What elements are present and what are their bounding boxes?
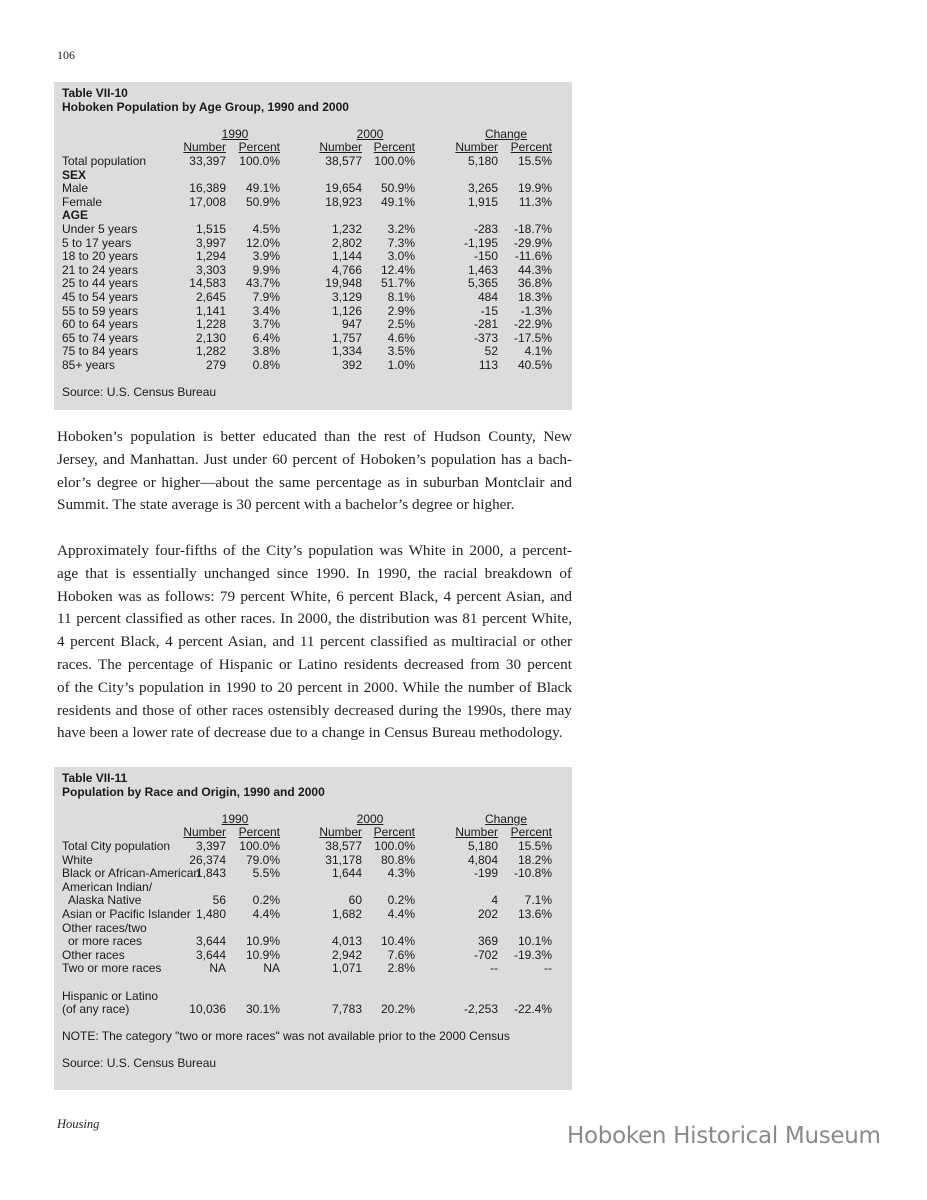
cell-value: 44.3%	[517, 262, 552, 277]
cell-value: 7.3%	[387, 235, 415, 250]
cell-value: 4.3%	[387, 866, 415, 881]
table-row	[54, 264, 572, 278]
cell-value: 15.5%	[517, 153, 552, 168]
table-row	[54, 277, 572, 291]
paragraph-line: races. The percentage of Hispanic or Latino residents decreased from 30 percent	[57, 655, 572, 673]
cell-value: 4.4%	[387, 906, 415, 921]
cell-value: -22.4%	[513, 1002, 552, 1017]
cell-value: 1,144	[331, 249, 362, 264]
year-header: 1990	[221, 126, 249, 141]
cell-value: 1,071	[331, 961, 362, 976]
table-row	[54, 990, 572, 1004]
table-row	[54, 962, 572, 976]
cell-value: 10.4%	[380, 934, 415, 949]
cell-value: 4.6%	[387, 330, 415, 345]
year-header-row	[54, 813, 572, 827]
table-row	[54, 908, 572, 922]
cell-value: 100.0%	[239, 153, 280, 168]
row-label: Total City population	[62, 838, 171, 853]
cell-value: 79.0%	[245, 852, 280, 867]
row-label: Source: U.S. Census Bureau	[62, 385, 217, 400]
blank-row	[54, 799, 572, 813]
row-label: Female	[62, 194, 103, 209]
cell-value: 16,389	[189, 181, 226, 196]
table-row	[54, 250, 572, 264]
table-row	[54, 881, 572, 895]
paragraph-line: Jersey, and Manhattan. Just under 60 percent of Hoboken’s population has a bach-	[57, 450, 572, 468]
paragraph-line: Approximately four-fifths of the City’s population was White in 2000, a percent-	[57, 542, 572, 559]
cell-value: 11.3%	[518, 194, 552, 209]
table-row	[54, 840, 572, 854]
cell-value: 3.5%	[387, 344, 415, 359]
cell-value: 1,228	[195, 317, 226, 332]
cell-value: 2,645	[195, 289, 226, 304]
column-header: Percent	[238, 140, 280, 155]
paragraph-line: 11 percent classified as other races. In 2000, the distribution was 81 percent White,	[57, 610, 572, 628]
table-row	[54, 867, 572, 881]
row-label: Other races	[62, 947, 125, 962]
table-title: Hoboken Population by Age Group, 1990 and 2000	[62, 99, 349, 114]
cell-value: 80.8%	[380, 852, 415, 867]
table-row	[54, 386, 572, 400]
cell-value: -19.3%	[513, 947, 552, 962]
paragraph-line: Hoboken’s population is better educated than the rest of Hudson County, New	[57, 428, 572, 445]
cell-value: 1,915	[467, 194, 498, 209]
cell-value: 1,757	[331, 330, 362, 345]
row-label: Hispanic or Latino	[62, 988, 159, 1003]
cell-value: 2,802	[331, 235, 362, 250]
column-header: Percent	[510, 825, 552, 840]
cell-value: NA	[209, 961, 226, 976]
cell-value: -2,253	[463, 1002, 498, 1017]
cell-value: --	[544, 961, 552, 976]
table-age-group	[54, 82, 572, 410]
cell-value: 1.0%	[387, 357, 415, 372]
blank-row	[54, 1044, 572, 1058]
row-label: 55 to 59 years	[62, 303, 139, 318]
cell-value: 3.7%	[252, 317, 280, 332]
row-label: 25 to 44 years	[62, 276, 139, 291]
cell-value: 3,644	[195, 947, 226, 962]
cell-value: 4	[491, 893, 498, 908]
table-row	[54, 935, 572, 949]
cell-value: 20.2%	[380, 1002, 415, 1017]
cell-value: 113	[478, 357, 498, 372]
cell-value: 3,129	[331, 289, 362, 304]
cell-value: 4,766	[331, 262, 362, 277]
paragraph-line: elor’s degree or higher—about the same percentage as in suburban Montclair and	[57, 473, 572, 491]
cell-value: 1,232	[331, 221, 362, 236]
cell-value: 8.1%	[387, 289, 415, 304]
cell-value: 947	[341, 317, 362, 332]
cell-value: 60	[348, 893, 362, 908]
year-header-row	[54, 128, 572, 142]
cell-value: -29.9%	[513, 235, 552, 250]
cell-value: 49.1%	[245, 181, 280, 196]
table-race-origin	[54, 767, 572, 1090]
table-row	[54, 291, 572, 305]
cell-value: 1,644	[331, 866, 362, 881]
table-row	[54, 155, 572, 169]
column-header-row	[54, 826, 572, 840]
column-header: Number	[183, 140, 226, 155]
cell-value: 279	[205, 357, 226, 372]
cell-value: 4.4%	[252, 906, 280, 921]
table-row	[54, 1030, 572, 1044]
cell-value: 3,265	[467, 181, 498, 196]
cell-value: 3.4%	[252, 303, 280, 318]
cell-value: 7.6%	[387, 947, 415, 962]
cell-value: 12.4%	[380, 262, 415, 277]
table-row	[54, 359, 572, 373]
table-row	[54, 223, 572, 237]
row-label: 85+ years	[62, 357, 116, 372]
cell-value: 10,036	[189, 1002, 226, 1017]
cell-value: 0.2%	[387, 893, 415, 908]
cell-value: 4,804	[467, 852, 498, 867]
cell-value: 2.5%	[387, 317, 415, 332]
blank-row	[54, 114, 572, 128]
table-row	[54, 182, 572, 196]
row-label: Black or African-American	[62, 866, 201, 881]
column-header: Percent	[373, 825, 415, 840]
cell-value: 3,303	[195, 262, 226, 277]
cell-value: 33,397	[189, 153, 226, 168]
table-row	[54, 1003, 572, 1017]
cell-value: 7,783	[331, 1002, 362, 1017]
column-header: Percent	[238, 825, 280, 840]
cell-value: 19,654	[325, 181, 362, 196]
year-header: 2000	[356, 126, 384, 141]
cell-value: 18.3%	[517, 289, 552, 304]
row-label: 60 to 64 years	[62, 317, 139, 332]
cell-value: 17,008	[189, 194, 226, 209]
cell-value: -283	[473, 221, 498, 236]
cell-value: 43.7%	[245, 276, 280, 291]
table-row	[54, 854, 572, 868]
column-header: Number	[319, 825, 362, 840]
table-row	[54, 894, 572, 908]
cell-value: 1,682	[331, 906, 362, 921]
cell-value: 1,480	[195, 906, 226, 921]
cell-value: 1,843	[195, 866, 226, 881]
column-header: Number	[455, 140, 498, 155]
cell-value: -199	[473, 866, 498, 881]
cell-value: 38,577	[325, 838, 362, 853]
cell-value: 3,397	[195, 838, 226, 853]
year-header: Change	[484, 126, 528, 141]
cell-value: 3.8%	[252, 344, 280, 359]
cell-value: 1,282	[195, 344, 226, 359]
table-row	[54, 318, 572, 332]
cell-value: 13.6%	[517, 906, 552, 921]
blank-row	[54, 372, 572, 386]
table-row	[54, 949, 572, 963]
cell-value: --	[490, 961, 498, 976]
cell-value: 26,374	[189, 852, 226, 867]
row-label: 45 to 54 years	[62, 289, 139, 304]
column-header: Percent	[510, 140, 552, 155]
cell-value: 6.4%	[252, 330, 280, 345]
cell-value: 3.2%	[387, 221, 415, 236]
paragraph-line: of the City’s population in 1990 to 20 percent in 2000. While the number of Black	[57, 678, 572, 696]
column-header: Number	[183, 825, 226, 840]
cell-value: 2,130	[195, 330, 226, 345]
cell-value: 50.9%	[380, 181, 415, 196]
cell-value: 0.2%	[252, 893, 280, 908]
cell-value: 19,948	[325, 276, 362, 291]
cell-value: 3,644	[195, 934, 226, 949]
table-row	[54, 196, 572, 210]
cell-value: 38,577	[325, 153, 362, 168]
cell-value: 4.1%	[524, 344, 552, 359]
column-header-row	[54, 141, 572, 155]
cell-value: 3.9%	[252, 249, 280, 264]
table-row	[54, 345, 572, 359]
row-label: or more races	[68, 934, 143, 949]
cell-value: -22.9%	[513, 317, 552, 332]
paragraph-line: Summit. The state average is 30 percent with a bachelor’s degree or higher.	[57, 496, 515, 514]
table-row	[54, 332, 572, 346]
paragraph-line: 4 percent Black, 4 percent Asian, and 11 percent classified as multiracial or other	[57, 633, 572, 651]
cell-value: -11.6%	[514, 249, 552, 264]
cell-value: 1,141	[195, 303, 226, 318]
row-label: Other races/two	[62, 920, 147, 935]
table-row	[54, 922, 572, 936]
cell-value: 30.1%	[245, 1002, 280, 1017]
year-header: 1990	[221, 811, 249, 826]
cell-value: 1,126	[331, 303, 362, 318]
cell-value: 0.8%	[252, 357, 280, 372]
paragraph-line: have been a lower rate of decrease due to a change in Census Bureau methodology.	[57, 724, 563, 742]
cell-value: 3,997	[195, 235, 226, 250]
cell-value: 4.5%	[252, 221, 280, 236]
cell-value: 40.5%	[517, 357, 552, 372]
column-header: Percent	[373, 140, 415, 155]
cell-value: 2.9%	[387, 303, 415, 318]
cell-value: 36.8%	[517, 276, 552, 291]
cell-value: 10.9%	[245, 947, 280, 962]
cell-value: 369	[477, 934, 498, 949]
row-label: 18 to 20 years	[62, 249, 139, 264]
paragraph-line: residents and those of other races ostensibly decreased during the 1990s, there may	[57, 701, 572, 719]
row-label: 21 to 24 years	[62, 262, 139, 277]
row-label: 65 to 74 years	[62, 330, 139, 345]
cell-value: 12.0%	[245, 235, 280, 250]
row-label: 5 to 17 years	[62, 235, 132, 250]
cell-value: 5,180	[467, 838, 498, 853]
row-label: Source: U.S. Census Bureau	[62, 1056, 217, 1071]
cell-value: 1,515	[195, 221, 226, 236]
row-label: SEX	[62, 167, 87, 182]
table-row	[54, 1057, 572, 1071]
table-row	[54, 237, 572, 251]
cell-value: 2,942	[331, 947, 362, 962]
cell-value: 1,294	[195, 249, 226, 264]
cell-value: 100.0%	[239, 838, 280, 853]
cell-value: 5,365	[467, 276, 498, 291]
blank-row	[54, 976, 572, 990]
cell-value: -10.8%	[513, 866, 552, 881]
cell-value: -15	[480, 303, 498, 318]
column-header: Number	[455, 825, 498, 840]
cell-value: 18.2%	[517, 852, 552, 867]
cell-value: -18.7%	[513, 221, 552, 236]
cell-value: 3.0%	[387, 249, 415, 264]
section-heading-row	[54, 169, 572, 183]
cell-value: -150	[473, 249, 498, 264]
cell-value: 10.9%	[245, 934, 280, 949]
cell-value: 52	[484, 344, 498, 359]
watermark: Hoboken Historical Museum	[567, 1123, 881, 1149]
cell-value: -1,195	[463, 235, 498, 250]
cell-value: 31,178	[325, 852, 362, 867]
cell-value: 2.8%	[387, 961, 415, 976]
paragraph-line: Hoboken was as follows: 79 percent White, 6 percent Black, 4 percent Asian, and	[57, 587, 572, 605]
row-label: (of any race)	[62, 1002, 130, 1017]
row-label: NOTE: The category "two or more races" was not available prior to the 2000 Census	[62, 1029, 510, 1044]
cell-value: 14,583	[189, 276, 226, 291]
row-label: Alaska Native	[68, 893, 142, 908]
cell-value: -1.3%	[520, 303, 552, 318]
row-label: American Indian/	[62, 879, 153, 894]
cell-value: 9.9%	[252, 262, 280, 277]
cell-value: 7.9%	[252, 289, 280, 304]
cell-value: 7.1%	[524, 893, 552, 908]
column-header: Number	[319, 140, 362, 155]
cell-value: 100.0%	[374, 838, 415, 853]
paragraph-education	[57, 426, 572, 517]
cell-value: 100.0%	[374, 153, 415, 168]
cell-value: 5.5%	[252, 866, 280, 881]
section-heading-row	[54, 209, 572, 223]
cell-value: 15.5%	[517, 838, 552, 853]
row-label: Asian or Pacific Islander	[62, 906, 191, 921]
cell-value: 50.9%	[245, 194, 280, 209]
cell-value: -17.5%	[513, 330, 552, 345]
cell-value: 1,463	[467, 262, 498, 277]
row-label: 75 to 84 years	[62, 344, 139, 359]
row-label: White	[62, 852, 93, 867]
row-label: Total population	[62, 153, 147, 168]
cell-value: 51.7%	[380, 276, 415, 291]
cell-value: 18,923	[325, 194, 362, 209]
table-title: Population by Race and Origin, 1990 and 2000	[62, 784, 325, 799]
cell-value: 19.9%	[517, 181, 552, 196]
cell-value: 4,013	[331, 934, 362, 949]
cell-value: -373	[473, 330, 498, 345]
cell-value: 10.1%	[517, 934, 552, 949]
blank-row	[54, 1017, 572, 1031]
footer-section-name: Housing	[57, 1117, 100, 1131]
table-row	[54, 305, 572, 319]
cell-value: -281	[473, 317, 498, 332]
table-id: Table VII-10	[62, 86, 128, 100]
page-number: 106	[57, 48, 75, 62]
cell-value: 484	[477, 289, 498, 304]
cell-value: NA	[263, 961, 280, 976]
cell-value: 1,334	[331, 344, 362, 359]
row-label: Under 5 years	[62, 221, 138, 236]
row-label: Male	[62, 181, 89, 196]
cell-value: 5,180	[467, 153, 498, 168]
paragraph-line: age that is essentially unchanged since 1990. In 1990, the racial breakdown of	[57, 564, 572, 582]
cell-value: 49.1%	[380, 194, 415, 209]
row-label: AGE	[62, 208, 89, 223]
cell-value: -702	[473, 947, 498, 962]
cell-value: 202	[477, 906, 498, 921]
year-header: 2000	[356, 811, 384, 826]
cell-value: 392	[341, 357, 362, 372]
table-id: Table VII-11	[62, 771, 128, 785]
row-label: Two or more races	[62, 961, 162, 976]
cell-value: 56	[212, 893, 226, 908]
paragraph-race	[57, 540, 572, 745]
year-header: Change	[484, 811, 528, 826]
